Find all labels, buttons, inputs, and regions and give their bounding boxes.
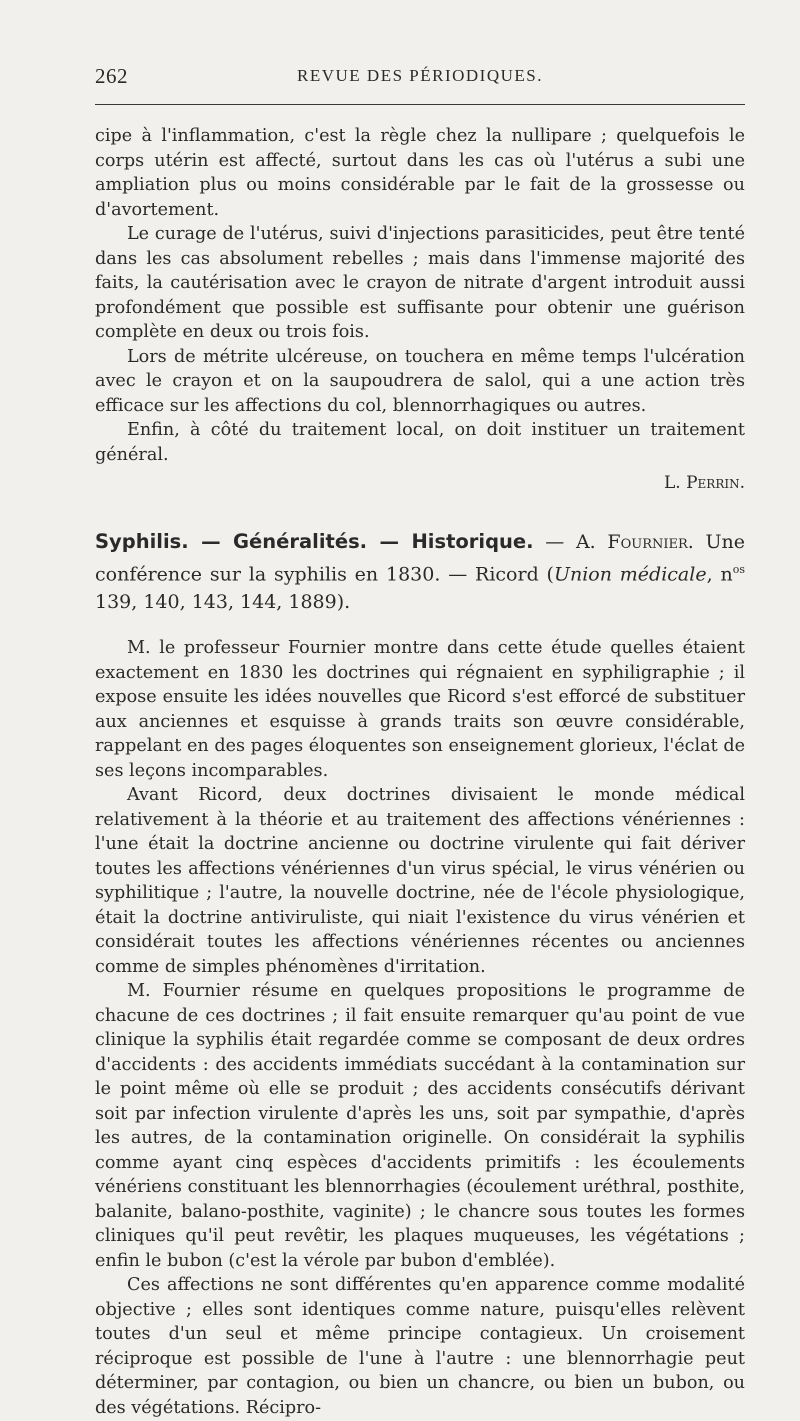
article-body <box>95 636 745 1420</box>
running-header <box>95 64 745 94</box>
heading-ref: , n <box>706 563 733 585</box>
heading-author: Fournier <box>607 530 688 553</box>
paragraph: Le curage de l'utérus, suivi d'injections parasiticides, peut être tenté dans les cas absolument rebelles ; mais dans l'immense majorité des faits, la cautérisation avec le crayon de nitrate d'argent introduit aussi profondément que possible est suffisante pour obtenir une guérison complète en deux ou trois fois. <box>95 224 745 342</box>
heading-journal: Union médicale <box>553 563 707 585</box>
article-heading <box>95 528 745 617</box>
page-number: 262 <box>95 64 128 88</box>
paragraph: Lors de métrite ulcéreuse, on touchera en même temps l'ulcération avec le crayon et on la saupoudrera de salol, qui a une action très efficace sur les affections du col, blennorrhagiques ou autres. <box>95 346 745 416</box>
paragraph: M. le professeur Fournier montre dans cette étude quelles étaient exactement en 1830 les doctrines qui régnaient en syphiligraphie ; il expose ensuite les idées nouvelles que Ricord s'est efforcé de substituer aux anciennes et esquisse à grands traits son œuvre considérable, rappelant en des pages éloquentes son enseignement glorieux, l'éclat de ses leçons incomparables. <box>95 638 745 781</box>
paragraph: Enfin, à côté du traitement local, on doit instituer un traitement général. <box>95 420 745 465</box>
author-signature: L. Perrin. <box>663 473 745 493</box>
heading-topic: Syphilis. — Généralités. — Historique. <box>95 529 534 553</box>
paragraph: Ces affections ne sont différentes qu'en apparence comme modalité objective ; elles sont identiques comme nature, puisqu'elles relèvent toutes d'un seul et même principe contagieux. Un croisement réciproque est possible de l'une à l'autre : une blennorrhagie peut déterminer, par contagion, ou bien un chancre, ou bien un bubon, ou des végétations. Récipro- <box>95 1275 745 1418</box>
heading-ref-numbers: 139, 140, 143, 144, 1889). <box>95 591 351 613</box>
paragraph: M. Fournier résume en quelques propositions le programme de chacune de ces doctrines ; il fait ensuite remarquer qu'au point de vue clinique la syphilis était regardée comme se composant de deux ordres d'accidents : des accidents immédiats succédant à la contamination sur le point même où elle se produit ; des accidents consécutifs dérivant soit par infection virulente d'après les uns, soit par sympathie, d'après les autres, de la contamination originelle. On considérait la syphilis comme ayant cinq espèces d'accidents primitifs : les écoulements vénériens constituant les blennorrhagies (écoulement uréthral, posthite, balanite, balano-posthite, vaginite) ; le chancre sous toutes les formes cliniques qu'il peut revêtir, les plaques muqueuses, les végétations ; enfin le bubon (c'est la vérole par bubon d'emblée). <box>95 981 745 1271</box>
running-title: REVUE DES PÉRIODIQUES. <box>297 66 543 85</box>
heading-ref-sup: os <box>732 562 745 576</box>
header-rule <box>95 104 745 105</box>
paragraph: cipe à l'inflammation, c'est la règle chez la nullipare ; quelquefois le corps utérin est affecté, surtout dans les cas où l'utérus a subi une ampliation plus ou moins considérable par le fait de la grossesse ou d'avortement. <box>95 126 745 220</box>
body-text <box>95 124 745 1420</box>
heading-author-prefix: — A. <box>533 530 608 553</box>
heading-title: . Une conférence sur la syphilis en 1830. — Ricord ( <box>95 530 745 585</box>
paragraph: Avant Ricord, deux doctrines divisaient le monde médical relativement à la théorie et au traitement des affections vénériennes : l'une était la doctrine ancienne ou doctrine virulente qui fait dériver toutes les affections vénériennes d'un virus spécial, le virus vénérien ou syphilitique ; l'autre, la nouvelle doctrine, née de l'école physiologique, était la doctrine antiviruliste, qui niait l'existence du virus vénérien et considérait toutes les affections vénériennes récentes ou anciennes comme de simples phénomènes d'irritation. <box>95 785 745 977</box>
